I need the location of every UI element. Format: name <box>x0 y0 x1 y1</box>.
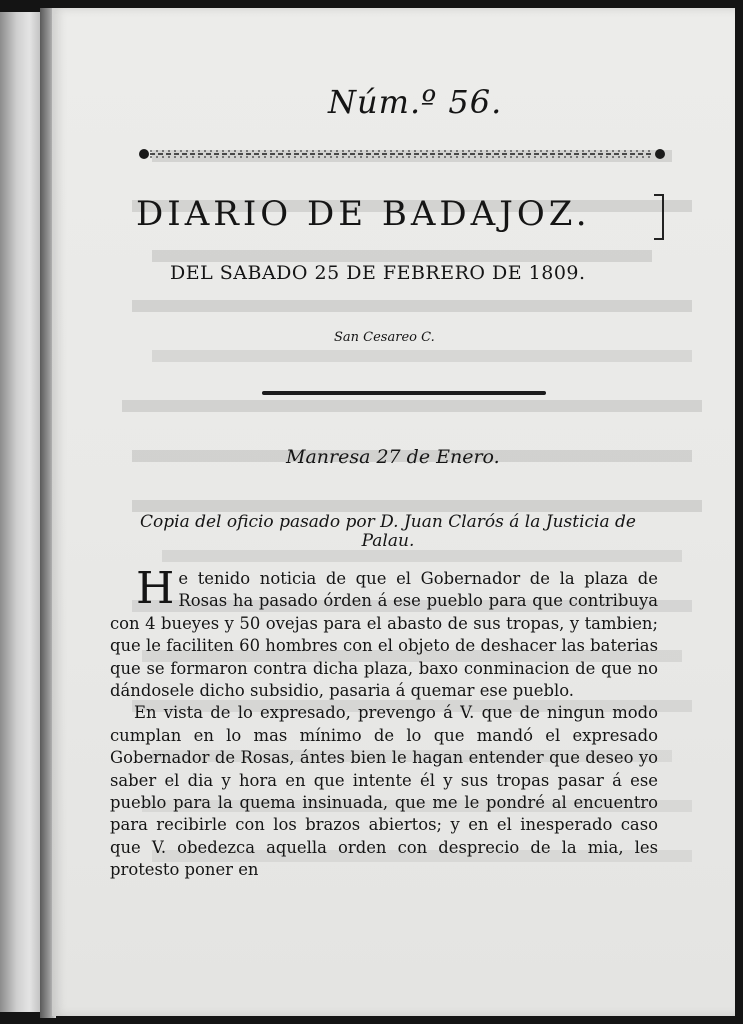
article-dateline: Manresa 27 de Enero. <box>286 446 500 468</box>
drop-cap: H <box>136 563 175 614</box>
article-body <box>110 563 658 882</box>
title-bracket-mark <box>654 194 664 240</box>
left-page-edge <box>0 12 42 1012</box>
article-paragraph: En vista de lo expresado, prevengo á V. que de ningun modo cumplan en lo mas mínimo de lo que mandó el expresado Gobernador de Rosas, ántes bien le hagan entender que deseo yo saber el dia y hora en que intente él y sus tropas pasar á ese pueblo para la quema insinuada, que me le pondré al encuentro para recibirle con los brazos abiertos; y en el inesperado caso que V. obedezca aquella orden con desprecio de la mia, les protesto poner en <box>110 703 658 880</box>
article-paragraph <box>110 563 658 702</box>
newspaper-title: DIARIO DE BADAJOZ. <box>136 194 591 234</box>
issue-number: Núm.º 56. <box>328 83 503 121</box>
newspaper-page <box>52 8 735 1016</box>
paragraph-text: e tenido noticia de que el Gobernador de la plaza de Rosas ha pasado órden á ese pueblo para que contribuya con 4 bueyes y 50 ovejas para el abasto de sus tropas, y tambien; que le faciliten 60 hombres con el objeto de deshacer las baterias que se formaron contra dicha plaza, baxo conminacion de que no dándosele dicho subsidio, pasaria á quemar ese pueblo. <box>110 569 658 701</box>
section-rule <box>262 391 546 395</box>
saint-of-the-day: San Cesareo C. <box>334 330 435 345</box>
article-caption: Copia del oficio pasado por D. Juan Clarós á la Justicia de Palau. <box>140 512 636 551</box>
page-content <box>52 8 735 1016</box>
issue-date: DEL SABADO 25 DE FEBRERO DE 1809. <box>170 262 586 284</box>
ornamental-border <box>138 146 666 162</box>
